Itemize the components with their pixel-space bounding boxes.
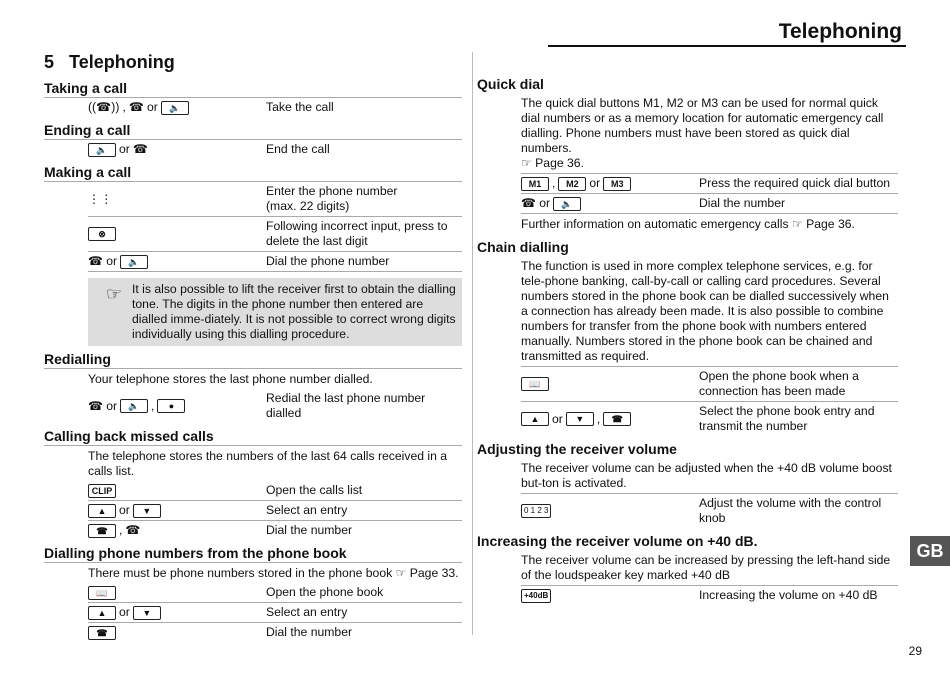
pointing-hand-icon: ☞ (395, 566, 407, 580)
arrow-up-key-icon: ▲ (88, 606, 116, 620)
section-taking-a-call (44, 80, 462, 117)
section-chain-dialling: Chain dialling The function is used in more complex telephone services, e.g. for tele-phone banking, call-by-call or calling card procedures. Several numbers stored in the phone book can be dialled successively when a connection has already been made. It is also possible to combine numbers for transfer from the phone book with numbers entered manually. Numbers stored in the phone book can be chained and transmitted as required. 📖 Open the phone book when a connection has been made ▲ or ▼ , ☎ Select the phone book entry and transmit the number (477, 239, 898, 436)
m2-key: M2 (558, 177, 586, 191)
lift-handset-icon: ☎ (125, 523, 141, 537)
phone-book-key-icon: 📖 (88, 586, 116, 600)
section-title: Making a call (44, 164, 462, 182)
pointing-hand-icon: ☞ (521, 156, 532, 170)
lift-handset-icon: ☎ (521, 196, 537, 210)
chapter-title: Telephoning (69, 52, 175, 72)
loudspeaker-key-icon: 🔈 (161, 101, 189, 115)
arrow-down-key-icon: ▼ (133, 504, 161, 518)
section-title: Quick dial (477, 76, 544, 92)
instruction-row: 🔈 or ☎ End the call (88, 140, 462, 159)
clip-key: CLIP (88, 484, 116, 498)
loudspeaker-key-icon: 🔈 (120, 399, 148, 413)
right-column (477, 76, 898, 610)
keypad-icon: ⋮⋮ (88, 191, 113, 206)
section-redialling: Redialling Your telephone stores the last phone number dialled. ☎ or 🔈 , ● Redial the last phone number dialled (44, 351, 462, 423)
instruction-row: M1 , M2 or M3 Press the required quick dial button (521, 173, 898, 194)
instruction-row: ☎ or 🔈 Dial the phone number (88, 252, 462, 272)
instruction-row: +40dB Increasing the volume on +40 dB (521, 585, 898, 605)
left-column (44, 50, 462, 647)
section-title: Redialling (44, 351, 462, 369)
chapter-number: 5 (44, 52, 55, 72)
pointing-hand-icon: ☞ (105, 284, 123, 304)
page-number: 29 (908, 644, 922, 658)
arrow-up-key-icon: ▲ (88, 504, 116, 518)
ringing-phone-icon: ((☎)) (88, 100, 120, 114)
page-header-title: Telephoning (778, 20, 902, 43)
loudspeaker-key-icon: 🔈 (553, 197, 581, 211)
loudspeaker-key-icon: 🔈 (88, 143, 116, 157)
arrow-down-key-icon: ▼ (566, 412, 594, 426)
loudspeaker-key-icon: 🔈 (120, 255, 148, 269)
instruction-row: ▲ or ▼ Select an entry (88, 603, 462, 623)
section-title: Increasing the receiver volume on +40 dB. (477, 533, 758, 549)
dial-key-icon: ☎ (603, 412, 631, 426)
arrow-down-key-icon: ▼ (133, 606, 161, 620)
redial-key-icon: ● (157, 399, 185, 413)
instruction-row: ☎ or 🔈 , ● Redial the last phone number dialled (88, 391, 426, 420)
section-title: Taking a call (44, 80, 462, 98)
instruction-row: CLIP Open the calls list (88, 481, 462, 501)
instruction-row: ☎ , ☎ Dial the number (88, 521, 462, 540)
arrow-up-key-icon: ▲ (521, 412, 549, 426)
instruction-row: ▲ or ▼ , ☎ Select the phone book entry and transmit the number (521, 402, 898, 436)
instruction-row: ☎ Dial the number (88, 623, 462, 642)
section-making-a-call (44, 164, 462, 346)
plus-40db-key: +40dB (521, 589, 551, 603)
lift-handset-icon: ☎ (88, 254, 104, 268)
section-title: Ending a call (44, 122, 462, 140)
instruction-row: 0 1 2 3 Adjust the volume with the control knob (521, 493, 898, 528)
instruction-row: ⊗ Following incorrect input, press to delete the last digit (88, 217, 462, 252)
instruction-row: ☎ or 🔈 Dial the number (521, 194, 898, 214)
section-calling-back-missed-calls: Calling back missed calls The telephone stores the numbers of the last 64 calls received in a calls list. CLIP Open the calls list ▲ or ▼ Select an entry ☎ , ☎ Dial the number (44, 428, 462, 540)
m1-key: M1 (521, 177, 549, 191)
section-title: Adjusting the receiver volume (477, 441, 677, 457)
section-adjusting-volume: Adjusting the receiver volume The receiver volume can be adjusted when the +40 dB volume boost but-ton is activated. 0 1 2 3 Adjust the volume with the control knob (477, 441, 898, 528)
instruction-row: 📖 Open the phone book (88, 583, 462, 603)
pointing-hand-icon: ☞ (791, 217, 803, 231)
column-divider (472, 52, 473, 635)
section-title: Dialling phone numbers from the phone book (44, 545, 462, 563)
note-box: ☞ It is also possible to lift the receiver first to obtain the dialling tone. The digits in the phone number then entered are dialled imme-diately. It is not possible to correct wrong digits individually using this dialling procedure. (88, 278, 462, 346)
language-tab: GB (910, 536, 950, 566)
instruction-row: 📖 Open the phone book when a connection has been made (521, 366, 898, 402)
volume-knob-icon: 0 1 2 3 (521, 504, 551, 518)
hang-up-handset-icon: ☎ (132, 142, 149, 156)
instruction-row: ⋮⋮ Enter the phone number (max. 22 digits) (88, 182, 462, 217)
section-title: Calling back missed calls (44, 428, 462, 446)
delete-key-icon: ⊗ (88, 227, 116, 241)
lift-handset-icon: ☎ (128, 100, 144, 114)
dial-key-icon: ☎ (88, 524, 116, 538)
section-quick-dial: Quick dial The quick dial buttons M1, M2 or M3 can be used for normal quick dial numbers or as a memory location for automatic emergency call dialling. Phone numbers must have been stored as quick dial numbers. ☞ Page 36. M1 , M2 or M3 Press the required quick dial button ☎ or 🔈 Dial the number Further information on automatic emergency calls ☞ Page 36. (477, 76, 898, 234)
section-title: Chain dialling (477, 239, 569, 255)
phone-book-key-icon: 📖 (521, 377, 549, 391)
instruction-row: ((☎)) , ☎ or 🔈 Take the call (88, 100, 334, 114)
section-increasing-volume: Increasing the receiver volume on +40 dB. The receiver volume can be increased by pressing the left-hand side of the loudspeaker key marked +40 dB +40dB Increasing the volume on +40 dB (477, 533, 898, 605)
section-phone-book-dialling: Dialling phone numbers from the phone book There must be phone numbers stored in the phone book ☞ Page 33. 📖 Open the phone book ▲ or ▼ Select an entry ☎ Dial the number (44, 545, 462, 642)
m3-key: M3 (603, 177, 631, 191)
section-ending-a-call (44, 122, 462, 159)
instruction-row: ▲ or ▼ Select an entry (88, 501, 462, 521)
header-rule (548, 45, 906, 47)
dial-key-icon: ☎ (88, 626, 116, 640)
chapter-heading (44, 52, 462, 73)
lift-handset-icon: ☎ (88, 398, 104, 413)
